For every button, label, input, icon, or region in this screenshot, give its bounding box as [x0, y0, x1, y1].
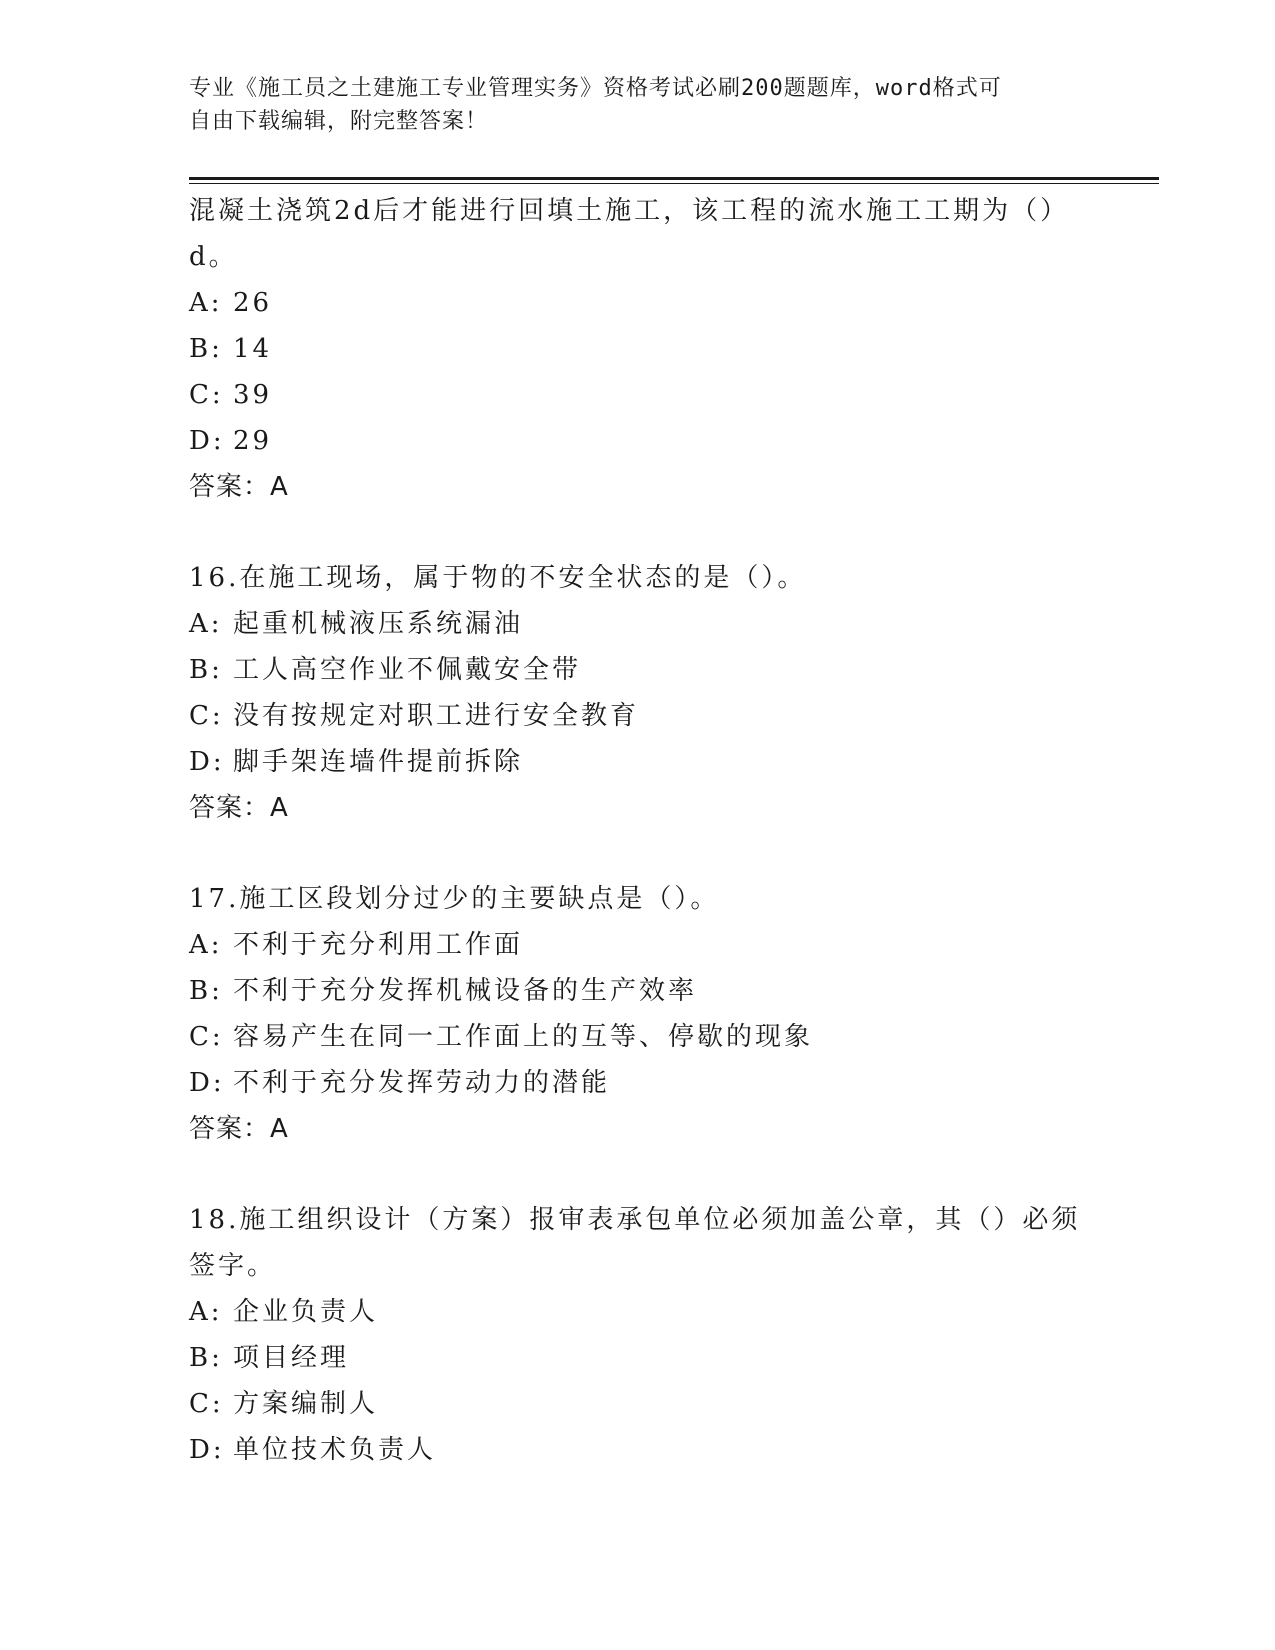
option-b [189, 326, 1089, 372]
option-text: 29 [233, 426, 273, 456]
option-text: 14 [233, 334, 273, 364]
question-stem: 18.施工组织设计（方案）报审表承包单位必须加盖公章，其（）必须 [189, 1205, 1081, 1235]
option-label: B: [189, 976, 223, 1006]
question-18 [189, 1197, 1089, 1473]
question-stem: 混凝土浇筑2d后才能进行回填土施工，该工程的流水施工工期为（） [189, 196, 1070, 226]
option-label: B: [189, 1343, 223, 1373]
option-c [189, 693, 1089, 739]
option-label: D: [189, 1435, 225, 1465]
header-title-line-1: 专业《施工员之土建施工专业管理实务》资格考试必刷200题题库，word格式可 [189, 76, 1002, 101]
question-stem: 17.施工区段划分过少的主要缺点是（）。 [189, 884, 720, 914]
option-c [189, 1014, 1089, 1060]
option-label: C: [189, 1389, 224, 1419]
option-label: D: [189, 426, 225, 456]
question-list [189, 188, 1089, 1473]
option-label: A: [189, 609, 223, 639]
option-label: C: [189, 380, 224, 410]
option-b [189, 647, 1089, 693]
option-label: C: [189, 1022, 224, 1052]
question-16 [189, 555, 1089, 831]
option-a [189, 1289, 1089, 1335]
option-text: 不利于充分利用工作面 [233, 930, 524, 960]
answer: 答案：A [189, 1114, 289, 1144]
option-label: B: [189, 334, 223, 364]
header-divider-thin [189, 183, 1159, 184]
option-a [189, 280, 1089, 326]
option-text: 单位技术负责人 [233, 1435, 437, 1465]
question-stem: 16.在施工现场，属于物的不安全状态的是（）。 [189, 563, 807, 593]
option-text: 不利于充分发挥劳动力的潜能 [233, 1068, 611, 1098]
option-text: 工人高空作业不佩戴安全带 [233, 655, 582, 685]
option-label: D: [189, 1068, 225, 1098]
option-text: 方案编制人 [233, 1389, 379, 1419]
option-label: D: [189, 747, 225, 777]
option-text: 项目经理 [233, 1343, 350, 1373]
option-d [189, 739, 1089, 785]
option-text: 起重机械液压系统漏油 [233, 609, 524, 639]
option-text: 没有按规定对职工进行安全教育 [233, 701, 640, 731]
option-label: A: [189, 930, 223, 960]
option-text: 脚手架连墙件提前拆除 [233, 747, 524, 777]
option-text: 不利于充分发挥机械设备的生产效率 [233, 976, 698, 1006]
option-d [189, 418, 1089, 464]
option-c [189, 1381, 1089, 1427]
option-d [189, 1427, 1089, 1473]
option-d [189, 1060, 1089, 1106]
option-a [189, 601, 1089, 647]
option-text: 容易产生在同一工作面上的互等、停歇的现象 [233, 1022, 814, 1052]
option-a [189, 922, 1089, 968]
question-17 [189, 876, 1089, 1152]
answer: 答案：A [189, 793, 289, 823]
answer: 答案：A [189, 472, 289, 502]
option-label: A: [189, 1297, 223, 1327]
option-label: B: [189, 655, 223, 685]
option-label: A: [189, 288, 223, 318]
header-title-line-2: 自由下载编辑，附完整答案！ [189, 109, 489, 134]
option-label: C: [189, 701, 224, 731]
option-text: 39 [233, 380, 273, 410]
document-header [189, 72, 1069, 138]
option-b [189, 1335, 1089, 1381]
question-stem-continued: 签字。 [189, 1251, 277, 1281]
question-stem-continued: d。 [189, 242, 238, 272]
question-15 [189, 188, 1089, 510]
option-text: 企业负责人 [233, 1297, 379, 1327]
option-text: 26 [233, 288, 273, 318]
option-c [189, 372, 1089, 418]
option-b [189, 968, 1089, 1014]
header-divider-thick [189, 177, 1159, 180]
